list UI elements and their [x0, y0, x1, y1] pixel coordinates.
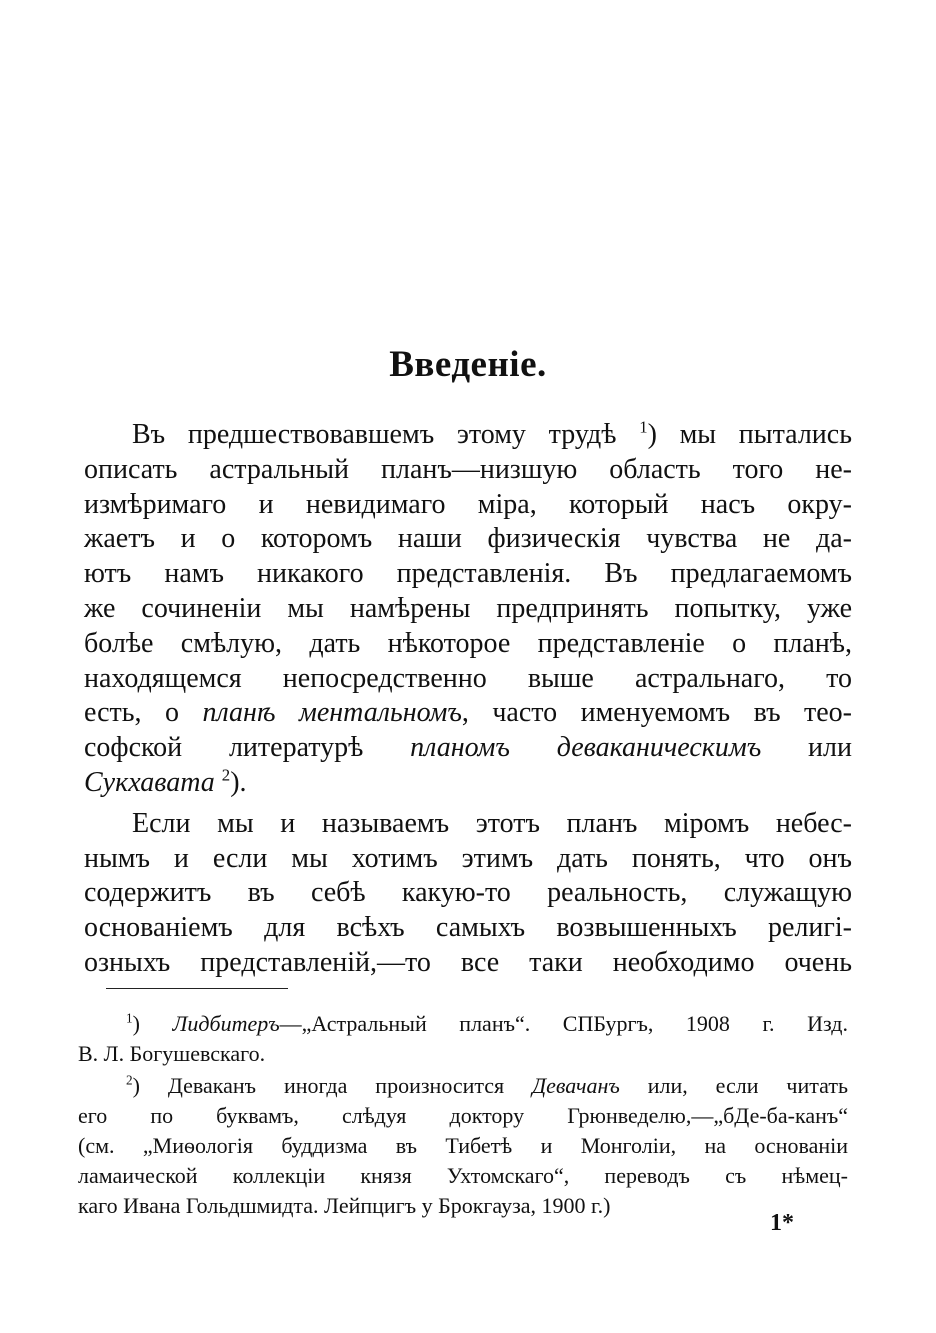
footnote-line: ламаической коллекціи князя Ухтомскаго“, переводъ съ нѣмец-	[78, 1163, 848, 1188]
italic-term: Лидбитеръ	[172, 1011, 280, 1036]
footnote-line: В. Л. Богушевскаго.	[78, 1041, 266, 1066]
footnote-line: $^2$) Деваканъ иногда произносится Девачанъ или, если читать	[126, 1072, 848, 1098]
footnote-line: $^1$) Лидбитеръ—„Астральный планъ“. СПБургъ, 1908 г. Изд.	[126, 1010, 848, 1036]
page-title: Введеніе.	[389, 344, 547, 385]
text-line: есть, о планѣ ментальномъ, часто именуемомъ въ тео-	[84, 697, 853, 729]
text-line: озныхъ представленій,—то все таки необходимо очень	[84, 946, 852, 978]
italic-term: Девачанъ	[532, 1073, 620, 1098]
italic-term: Сукхавата	[84, 766, 215, 798]
text-line: же сочиненіи мы намѣрены предпринять попытку, уже	[84, 592, 852, 624]
italic-term: планомъ деваканическимъ	[410, 732, 762, 764]
text-line: описать астральный планъ—низшую область того не-	[84, 453, 852, 485]
text-line: содержитъ въ себѣ какую-то реальность, служащую	[84, 877, 852, 909]
footnote-line: (см. „Миѳологія буддизма въ Тибетѣ и Монголіи, на основаніи	[78, 1133, 848, 1158]
footnote-marker: 2	[126, 1072, 133, 1088]
main-text	[84, 418, 852, 981]
text-line: измѣримаго и невидимаго міра, который насъ окру-	[84, 488, 852, 520]
footnotes	[78, 1009, 848, 1221]
text-line: софской литературѣ планомъ деваканическимъ или	[84, 732, 852, 764]
text-line: Сукхавата $^2$).	[84, 765, 247, 798]
footnote-line: его по буквамъ, слѣдуя доктору Грюнведелю,—„бДе-ба-канъ“	[78, 1103, 848, 1128]
text-line: Если мы и называемъ этотъ планъ міромъ небес-	[132, 807, 852, 839]
footnote-marker: 1	[126, 1010, 133, 1026]
text-line: ютъ намъ никакого представленія. Въ предлагаемомъ	[84, 558, 852, 590]
text-line: находящемся непосредственно выше астральнаго, то	[84, 662, 852, 694]
footnote-ref-1: 1	[639, 417, 648, 437]
text-line: основаніемъ для всѣхъ самыхъ возвышенныхъ религі-	[84, 912, 852, 944]
text-line: жаетъ и о которомъ наши физическія чувства не да-	[84, 523, 852, 555]
text-line: Въ предшествовавшемъ этому трудѣ $^1$) мы пытались	[132, 417, 852, 450]
italic-term: планѣ ментальномъ	[202, 697, 462, 729]
text-line: нымъ и если мы хотимъ этимъ дать понять, что онъ	[84, 842, 852, 874]
printer-signature-mark: 1*	[770, 1210, 794, 1236]
footnote-ref-2: 2	[221, 765, 231, 785]
footnote-line: каго Ивана Гольдшмидта. Лейпцигъ у Брокгауза, 1900 г.)	[78, 1193, 611, 1218]
footnote-divider	[106, 988, 288, 989]
text-line: болѣе смѣлую, дать нѣкоторое представленіе о планѣ,	[84, 627, 852, 659]
